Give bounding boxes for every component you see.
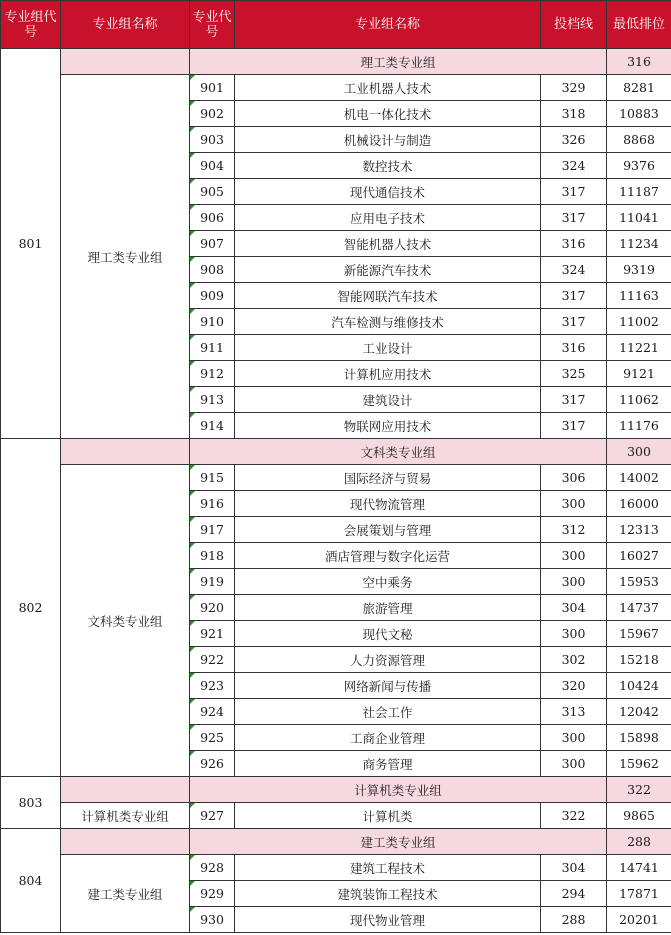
major-score: 304 <box>541 855 607 881</box>
major-name: 社会工作 <box>235 699 541 725</box>
major-name: 网络新闻与传播 <box>235 673 541 699</box>
major-name: 现代物流管理 <box>235 491 541 517</box>
major-score: 313 <box>541 699 607 725</box>
major-name: 国际经济与贸易 <box>235 465 541 491</box>
major-code: 921 <box>190 621 235 647</box>
major-rank: 15953 <box>607 569 671 595</box>
major-name: 人力资源管理 <box>235 647 541 673</box>
table-header <box>1 1 671 49</box>
major-name: 工业机器人技术 <box>235 75 541 101</box>
major-name: 汽车检测与维修技术 <box>235 309 541 335</box>
major-rank: 9319 <box>607 257 671 283</box>
major-rank: 8281 <box>607 75 671 101</box>
group-summary-row <box>1 49 671 75</box>
group-name-blank <box>61 829 190 855</box>
major-score: 317 <box>541 387 607 413</box>
group-name-blank <box>61 439 190 465</box>
major-score: 312 <box>541 517 607 543</box>
major-name: 机电一体化技术 <box>235 101 541 127</box>
major-score: 317 <box>541 205 607 231</box>
major-rank: 11234 <box>607 231 671 257</box>
major-name: 智能网联汽车技术 <box>235 283 541 309</box>
major-code: 923 <box>190 673 235 699</box>
major-code: 930 <box>190 907 235 933</box>
major-code: 926 <box>190 751 235 777</box>
major-code: 914 <box>190 413 235 439</box>
major-score: 324 <box>541 153 607 179</box>
major-rank: 11163 <box>607 283 671 309</box>
major-name: 商务管理 <box>235 751 541 777</box>
major-score: 294 <box>541 881 607 907</box>
major-code: 911 <box>190 335 235 361</box>
major-rank: 17871 <box>607 881 671 907</box>
major-rank: 9376 <box>607 153 671 179</box>
group-name: 文科类专业组 <box>61 465 190 777</box>
major-name: 现代物业管理 <box>235 907 541 933</box>
group-name-blank <box>61 49 190 75</box>
group-code: 803 <box>1 777 61 829</box>
major-score: 306 <box>541 465 607 491</box>
major-rank: 15898 <box>607 725 671 751</box>
group-summary-row <box>1 777 671 803</box>
major-score: 317 <box>541 179 607 205</box>
major-score: 325 <box>541 361 607 387</box>
major-code: 924 <box>190 699 235 725</box>
group-summary-score: 316 <box>607 49 671 75</box>
major-name: 物联网应用技术 <box>235 413 541 439</box>
major-code: 908 <box>190 257 235 283</box>
group-summary-row <box>1 829 671 855</box>
major-code: 925 <box>190 725 235 751</box>
major-rank: 8868 <box>607 127 671 153</box>
major-rank: 12042 <box>607 699 671 725</box>
major-score: 300 <box>541 751 607 777</box>
major-score: 288 <box>541 907 607 933</box>
header-score: 投档线 <box>541 1 607 49</box>
major-score: 304 <box>541 595 607 621</box>
major-score: 324 <box>541 257 607 283</box>
major-code: 910 <box>190 309 235 335</box>
major-code: 904 <box>190 153 235 179</box>
major-score: 302 <box>541 647 607 673</box>
group-code: 801 <box>1 49 61 439</box>
major-code: 922 <box>190 647 235 673</box>
major-score: 326 <box>541 127 607 153</box>
major-rank: 12313 <box>607 517 671 543</box>
table-row <box>1 803 671 829</box>
major-name: 建筑设计 <box>235 387 541 413</box>
group-summary-row <box>1 439 671 465</box>
group-summary-score: 322 <box>607 777 671 803</box>
major-code: 912 <box>190 361 235 387</box>
major-code: 917 <box>190 517 235 543</box>
table-body <box>1 49 671 933</box>
major-rank: 11062 <box>607 387 671 413</box>
major-code: 916 <box>190 491 235 517</box>
major-rank: 15962 <box>607 751 671 777</box>
major-name: 应用电子技术 <box>235 205 541 231</box>
major-rank: 14002 <box>607 465 671 491</box>
major-rank: 14737 <box>607 595 671 621</box>
major-rank: 11221 <box>607 335 671 361</box>
major-score: 300 <box>541 543 607 569</box>
major-rank: 11002 <box>607 309 671 335</box>
major-name: 机械设计与制造 <box>235 127 541 153</box>
major-score: 317 <box>541 283 607 309</box>
major-rank: 16027 <box>607 543 671 569</box>
major-score: 300 <box>541 491 607 517</box>
major-code: 903 <box>190 127 235 153</box>
major-name: 计算机应用技术 <box>235 361 541 387</box>
major-score: 300 <box>541 569 607 595</box>
major-rank: 10883 <box>607 101 671 127</box>
major-name: 工业设计 <box>235 335 541 361</box>
major-score: 300 <box>541 621 607 647</box>
group-name: 建工类专业组 <box>61 855 190 933</box>
major-code: 901 <box>190 75 235 101</box>
major-code: 929 <box>190 881 235 907</box>
major-code: 909 <box>190 283 235 309</box>
major-code: 913 <box>190 387 235 413</box>
major-name: 酒店管理与数字化运营 <box>235 543 541 569</box>
major-code: 918 <box>190 543 235 569</box>
table-row <box>1 855 671 881</box>
major-score: 316 <box>541 231 607 257</box>
major-name: 数控技术 <box>235 153 541 179</box>
group-summary-score: 300 <box>607 439 671 465</box>
group-code: 804 <box>1 829 61 933</box>
header-major-code: 专业代号 <box>190 1 235 49</box>
major-rank: 9121 <box>607 361 671 387</box>
table-row <box>1 75 671 101</box>
major-name: 现代通信技术 <box>235 179 541 205</box>
table-row <box>1 465 671 491</box>
group-summary-name: 建工类专业组 <box>190 829 607 855</box>
group-summary-name: 文科类专业组 <box>190 439 607 465</box>
major-name: 现代文秘 <box>235 621 541 647</box>
major-rank: 11041 <box>607 205 671 231</box>
major-name: 会展策划与管理 <box>235 517 541 543</box>
major-name: 建筑工程技术 <box>235 855 541 881</box>
header-group-code: 专业组代号 <box>1 1 61 49</box>
group-name: 计算机类专业组 <box>61 803 190 829</box>
major-rank: 10424 <box>607 673 671 699</box>
major-score: 320 <box>541 673 607 699</box>
major-code: 905 <box>190 179 235 205</box>
major-rank: 11176 <box>607 413 671 439</box>
major-score: 317 <box>541 413 607 439</box>
major-code: 915 <box>190 465 235 491</box>
major-code: 928 <box>190 855 235 881</box>
major-name: 智能机器人技术 <box>235 231 541 257</box>
major-code: 907 <box>190 231 235 257</box>
major-code: 906 <box>190 205 235 231</box>
group-summary-name: 理工类专业组 <box>190 49 607 75</box>
major-name: 空中乘务 <box>235 569 541 595</box>
major-score: 329 <box>541 75 607 101</box>
major-score: 316 <box>541 335 607 361</box>
major-name: 计算机类 <box>235 803 541 829</box>
major-name: 新能源汽车技术 <box>235 257 541 283</box>
header-group-name: 专业组名称 <box>61 1 190 49</box>
major-rank: 16000 <box>607 491 671 517</box>
major-score: 317 <box>541 309 607 335</box>
major-rank: 9865 <box>607 803 671 829</box>
major-name: 建筑装饰工程技术 <box>235 881 541 907</box>
header-rank: 最低排位 <box>607 1 671 49</box>
major-score: 300 <box>541 725 607 751</box>
group-name-blank <box>61 777 190 803</box>
group-name: 理工类专业组 <box>61 75 190 439</box>
major-name: 旅游管理 <box>235 595 541 621</box>
major-code: 920 <box>190 595 235 621</box>
group-summary-score: 288 <box>607 829 671 855</box>
group-summary-name: 计算机类专业组 <box>190 777 607 803</box>
major-rank: 11187 <box>607 179 671 205</box>
major-code: 919 <box>190 569 235 595</box>
major-name: 工商企业管理 <box>235 725 541 751</box>
major-code: 927 <box>190 803 235 829</box>
header-major-name: 专业组名称 <box>235 1 541 49</box>
major-rank: 20201 <box>607 907 671 933</box>
major-score: 318 <box>541 101 607 127</box>
major-rank: 15967 <box>607 621 671 647</box>
group-code: 802 <box>1 439 61 777</box>
major-rank: 15218 <box>607 647 671 673</box>
major-score: 322 <box>541 803 607 829</box>
major-rank: 14741 <box>607 855 671 881</box>
major-code: 902 <box>190 101 235 127</box>
